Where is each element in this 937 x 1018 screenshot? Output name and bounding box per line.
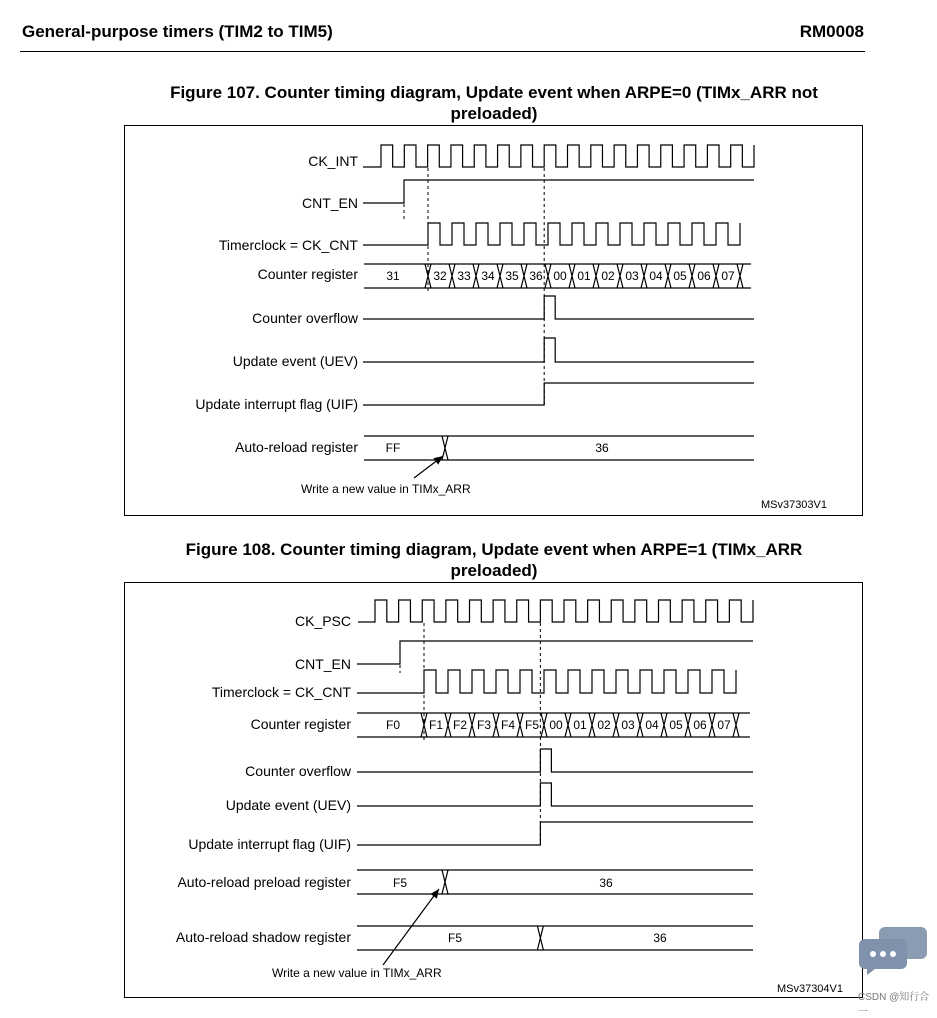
counter-register-bus-transition xyxy=(469,713,475,737)
counter-value: 01 xyxy=(573,718,587,732)
preload-old-value: F5 xyxy=(392,876,408,890)
counter-register-bus-transition xyxy=(641,264,647,288)
signal-label-counter-register: Counter register xyxy=(257,266,358,282)
counter-register-bus-transition xyxy=(593,264,599,288)
counter-register-bus-transition xyxy=(617,264,623,288)
counter-value: 01 xyxy=(577,269,591,283)
counter-register-bus-transition xyxy=(565,713,571,737)
counter-value: 07 xyxy=(721,269,735,283)
signal-label-timerclock: Timerclock = CK_CNT xyxy=(211,684,351,700)
counter-register-bus-transition xyxy=(685,713,691,737)
cnt-en-waveform xyxy=(357,641,753,664)
arr-new-value: 36 xyxy=(595,441,609,455)
figure-108-title xyxy=(124,539,864,581)
document-id: RM0008 xyxy=(799,22,864,41)
counter-value: F5 xyxy=(524,718,540,732)
uif-waveform xyxy=(363,383,754,405)
figure-code: MSv37304V1 xyxy=(776,983,843,995)
counter-register-bus-transition xyxy=(545,264,551,288)
signal-label-ck-psc: CK_PSC xyxy=(294,613,351,629)
signal-label-uev: Update event (UEV) xyxy=(232,353,358,369)
figure-code: MSv37303V1 xyxy=(760,499,827,511)
preload-new-value: 36 xyxy=(599,876,613,890)
signal-label-ck-int: CK_INT xyxy=(308,153,358,169)
counter-value: 04 xyxy=(645,718,659,732)
counter-register-bus-transition xyxy=(737,264,743,288)
watermark: CSDN @知行合一 xyxy=(858,992,930,1018)
preload-register-bus-transition xyxy=(442,870,448,894)
counter-register-bus-transition xyxy=(733,713,739,737)
counter-register-bus-transition xyxy=(449,264,455,288)
ck-int-waveform xyxy=(363,145,754,167)
counter-value: 04 xyxy=(649,269,663,283)
ck-psc-waveform xyxy=(358,600,753,622)
counter-value: 03 xyxy=(621,718,635,732)
counter-value: 05 xyxy=(669,718,683,732)
write-annotation: Write a new value in TIMx_ARR xyxy=(272,966,442,980)
signal-label-uev: Update event (UEV) xyxy=(225,797,351,813)
counter-value: F2 xyxy=(452,718,468,732)
counter-value: 02 xyxy=(597,718,611,732)
counter-register-bus-transition xyxy=(493,713,499,737)
counter-value: 36 xyxy=(529,269,543,283)
counter-value: 00 xyxy=(553,269,567,283)
counter-value: 07 xyxy=(717,718,731,732)
counter-value: 33 xyxy=(457,269,471,283)
signal-label-counter-overflow: Counter overflow xyxy=(252,310,358,326)
figure-108-title-line1: Figure 108. Counter timing diagram, Update event when ARPE=1 (TIMx_ARR xyxy=(185,540,803,559)
signal-label-auto-reload: Auto-reload register xyxy=(235,439,358,455)
counter-register-bus-transition xyxy=(713,264,719,288)
counter-value: 03 xyxy=(625,269,639,283)
counter-register-bus-transition xyxy=(689,264,695,288)
counter-value: 05 xyxy=(673,269,687,283)
counter-register-bus-transition xyxy=(613,713,619,737)
timerclock-waveform xyxy=(363,223,740,245)
figure-108-diagram xyxy=(124,582,863,998)
counter-value: 32 xyxy=(433,269,447,283)
uev-waveform xyxy=(357,783,753,806)
write-annotation: Write a new value in TIMx_ARR xyxy=(301,482,471,496)
uev-waveform xyxy=(363,338,754,362)
cnt-en-waveform xyxy=(363,180,754,203)
counter-value: 06 xyxy=(693,718,707,732)
header-rule xyxy=(20,51,865,52)
counter-value: 00 xyxy=(549,718,563,732)
figure-108-svg xyxy=(125,583,862,997)
arr-old-value: FF xyxy=(385,441,401,455)
uif-waveform xyxy=(357,822,753,845)
shadow-register-bus-transition xyxy=(537,926,543,950)
signal-label-cnt-en: CNT_EN xyxy=(301,195,358,211)
counter-register-bus-transition xyxy=(665,264,671,288)
counter-register-bus-transition xyxy=(473,264,479,288)
figure-107-title-line2: preloaded) xyxy=(450,104,538,123)
counter-value: F1 xyxy=(428,718,444,732)
counter-register-bus-transition xyxy=(661,713,667,737)
counter-initial-value: F0 xyxy=(385,718,401,732)
counter-initial-value: 31 xyxy=(386,269,400,283)
counter-overflow-waveform xyxy=(357,749,753,772)
signal-label-cnt-en: CNT_EN xyxy=(294,656,351,672)
counter-value: 06 xyxy=(697,269,711,283)
write-arrow xyxy=(383,889,439,965)
figure-107-title xyxy=(124,82,864,124)
counter-value: 02 xyxy=(601,269,615,283)
shadow-old-value: F5 xyxy=(447,931,463,945)
timerclock-waveform xyxy=(357,670,736,693)
chat-bubble-icon[interactable] xyxy=(857,927,929,975)
signal-label-counter-overflow: Counter overflow xyxy=(245,763,351,779)
counter-register-bus-transition xyxy=(517,713,523,737)
counter-value: 34 xyxy=(481,269,495,283)
shadow-new-value: 36 xyxy=(653,931,667,945)
figure-107-title-line1: Figure 107. Counter timing diagram, Update event when ARPE=0 (TIMx_ARR not xyxy=(170,83,818,102)
counter-register-bus-transition xyxy=(445,713,451,737)
signal-label-counter-register: Counter register xyxy=(250,716,351,732)
figure-108-title-line2: preloaded) xyxy=(450,561,538,580)
signal-label-preload: Auto-reload preload register xyxy=(177,874,351,890)
signal-label-timerclock: Timerclock = CK_CNT xyxy=(218,237,358,253)
signal-label-uif: Update interrupt flag (UIF) xyxy=(195,396,358,412)
signal-label-shadow: Auto-reload shadow register xyxy=(175,929,351,945)
counter-value: F3 xyxy=(476,718,492,732)
write-arrow-head xyxy=(430,889,439,899)
signal-label-uif: Update interrupt flag (UIF) xyxy=(188,836,351,852)
counter-value: 35 xyxy=(505,269,519,283)
counter-register-bus-transition xyxy=(569,264,575,288)
counter-register-bus-transition xyxy=(541,713,547,737)
counter-register-bus-transition xyxy=(637,713,643,737)
figure-107-diagram xyxy=(124,125,863,516)
section-title: General-purpose timers (TIM2 to TIM5) xyxy=(22,22,333,41)
counter-overflow-waveform xyxy=(363,296,754,319)
counter-register-bus-transition xyxy=(497,264,503,288)
counter-register-bus-transition xyxy=(709,713,715,737)
counter-register-bus-transition xyxy=(589,713,595,737)
counter-value: F4 xyxy=(500,718,516,732)
figure-107-svg xyxy=(125,126,862,515)
counter-register-bus-transition xyxy=(521,264,527,288)
